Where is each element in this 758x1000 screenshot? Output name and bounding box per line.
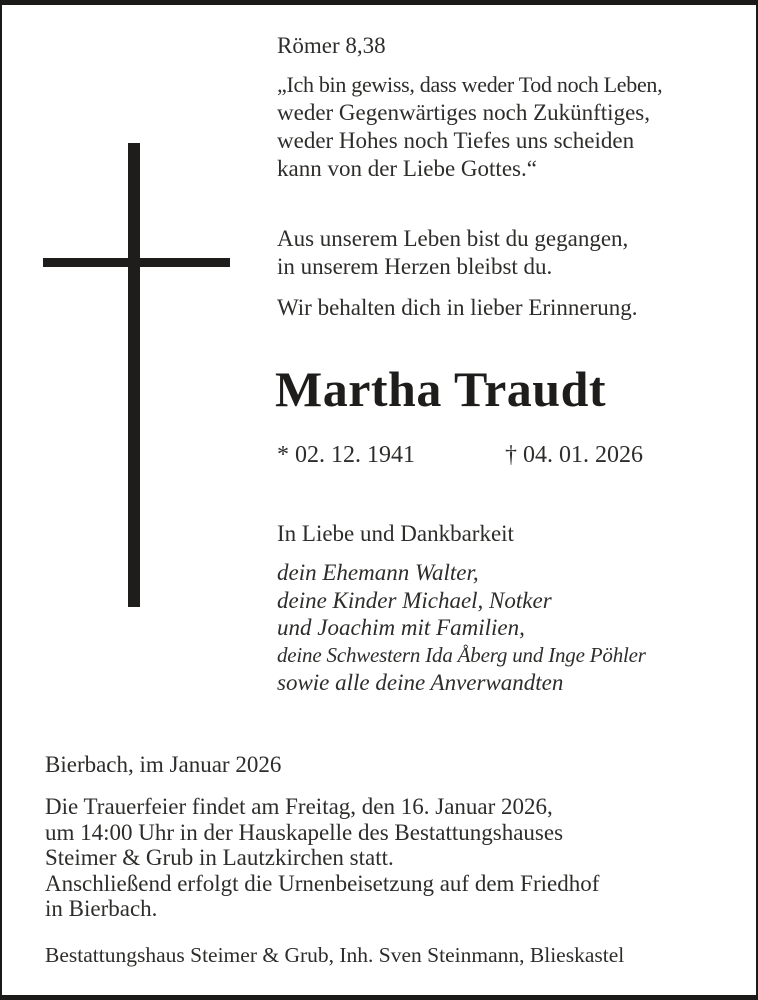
funeral-info-line: Steimer & Grub in Lautzkirchen statt.: [45, 845, 394, 870]
death-date: † 04. 01. 2026: [505, 442, 643, 468]
birth-date: * 02. 12. 1941: [277, 442, 415, 468]
funeral-info-line: Die Trauerfeier findet am Freitag, den 16. Januar 2026,: [45, 794, 553, 819]
funeral-home-line: Bestattungshaus Steimer & Grub, Inh. Sven Steinmann, Blieskastel: [45, 943, 625, 967]
farewell-line: in unserem Herzen bleibst du.: [277, 254, 553, 279]
mourners-list: [277, 559, 747, 697]
mourner-line: deine Kinder Michael, Notker: [277, 587, 552, 613]
bible-quote-line: „Ich bin gewiss, dass weder Tod noch Leben,: [277, 72, 663, 97]
funeral-info-line: um 14:00 Uhr in der Hauskapelle des Bestattungshauses: [45, 819, 564, 845]
cross-vertical-bar: [128, 143, 140, 607]
cross-horizontal-bar: [43, 258, 230, 267]
bible-quote-line: kann von der Liebe Gottes.“: [277, 156, 537, 181]
mourner-line: deine Schwestern Ida Åberg und Inge Pöhler: [277, 642, 646, 667]
farewell-verse: [277, 225, 737, 281]
funeral-info-line: Anschließend erfolgt die Urnenbeisetzung auf dem Friedhof: [45, 870, 600, 896]
mourner-line: sowie alle deine Anverwandten: [277, 670, 564, 695]
bible-quote-line: weder Hohes noch Tiefes uns scheiden: [277, 128, 635, 153]
farewell-line: Aus unserem Leben bist du gegangen,: [277, 226, 629, 251]
funeral-info-line: in Bierbach.: [45, 896, 158, 921]
mourner-line: dein Ehemann Walter,: [277, 560, 479, 585]
bible-quote-line: weder Gegenwärtiges noch Zukünftiges,: [277, 100, 650, 125]
remembrance-line: Wir behalten dich in lieber Erinnerung.: [277, 295, 638, 320]
life-dates: [277, 442, 737, 469]
gratitude-line: In Liebe und Dankbarkeit: [277, 521, 514, 546]
bible-quote: [277, 71, 737, 183]
place-and-date: Bierbach, im Januar 2026: [45, 752, 282, 777]
bible-reference: Römer 8,38: [277, 33, 386, 58]
mourner-line: und Joachim mit Familien,: [277, 615, 525, 640]
deceased-name: Martha Traudt: [275, 361, 607, 417]
funeral-info: [45, 794, 725, 922]
